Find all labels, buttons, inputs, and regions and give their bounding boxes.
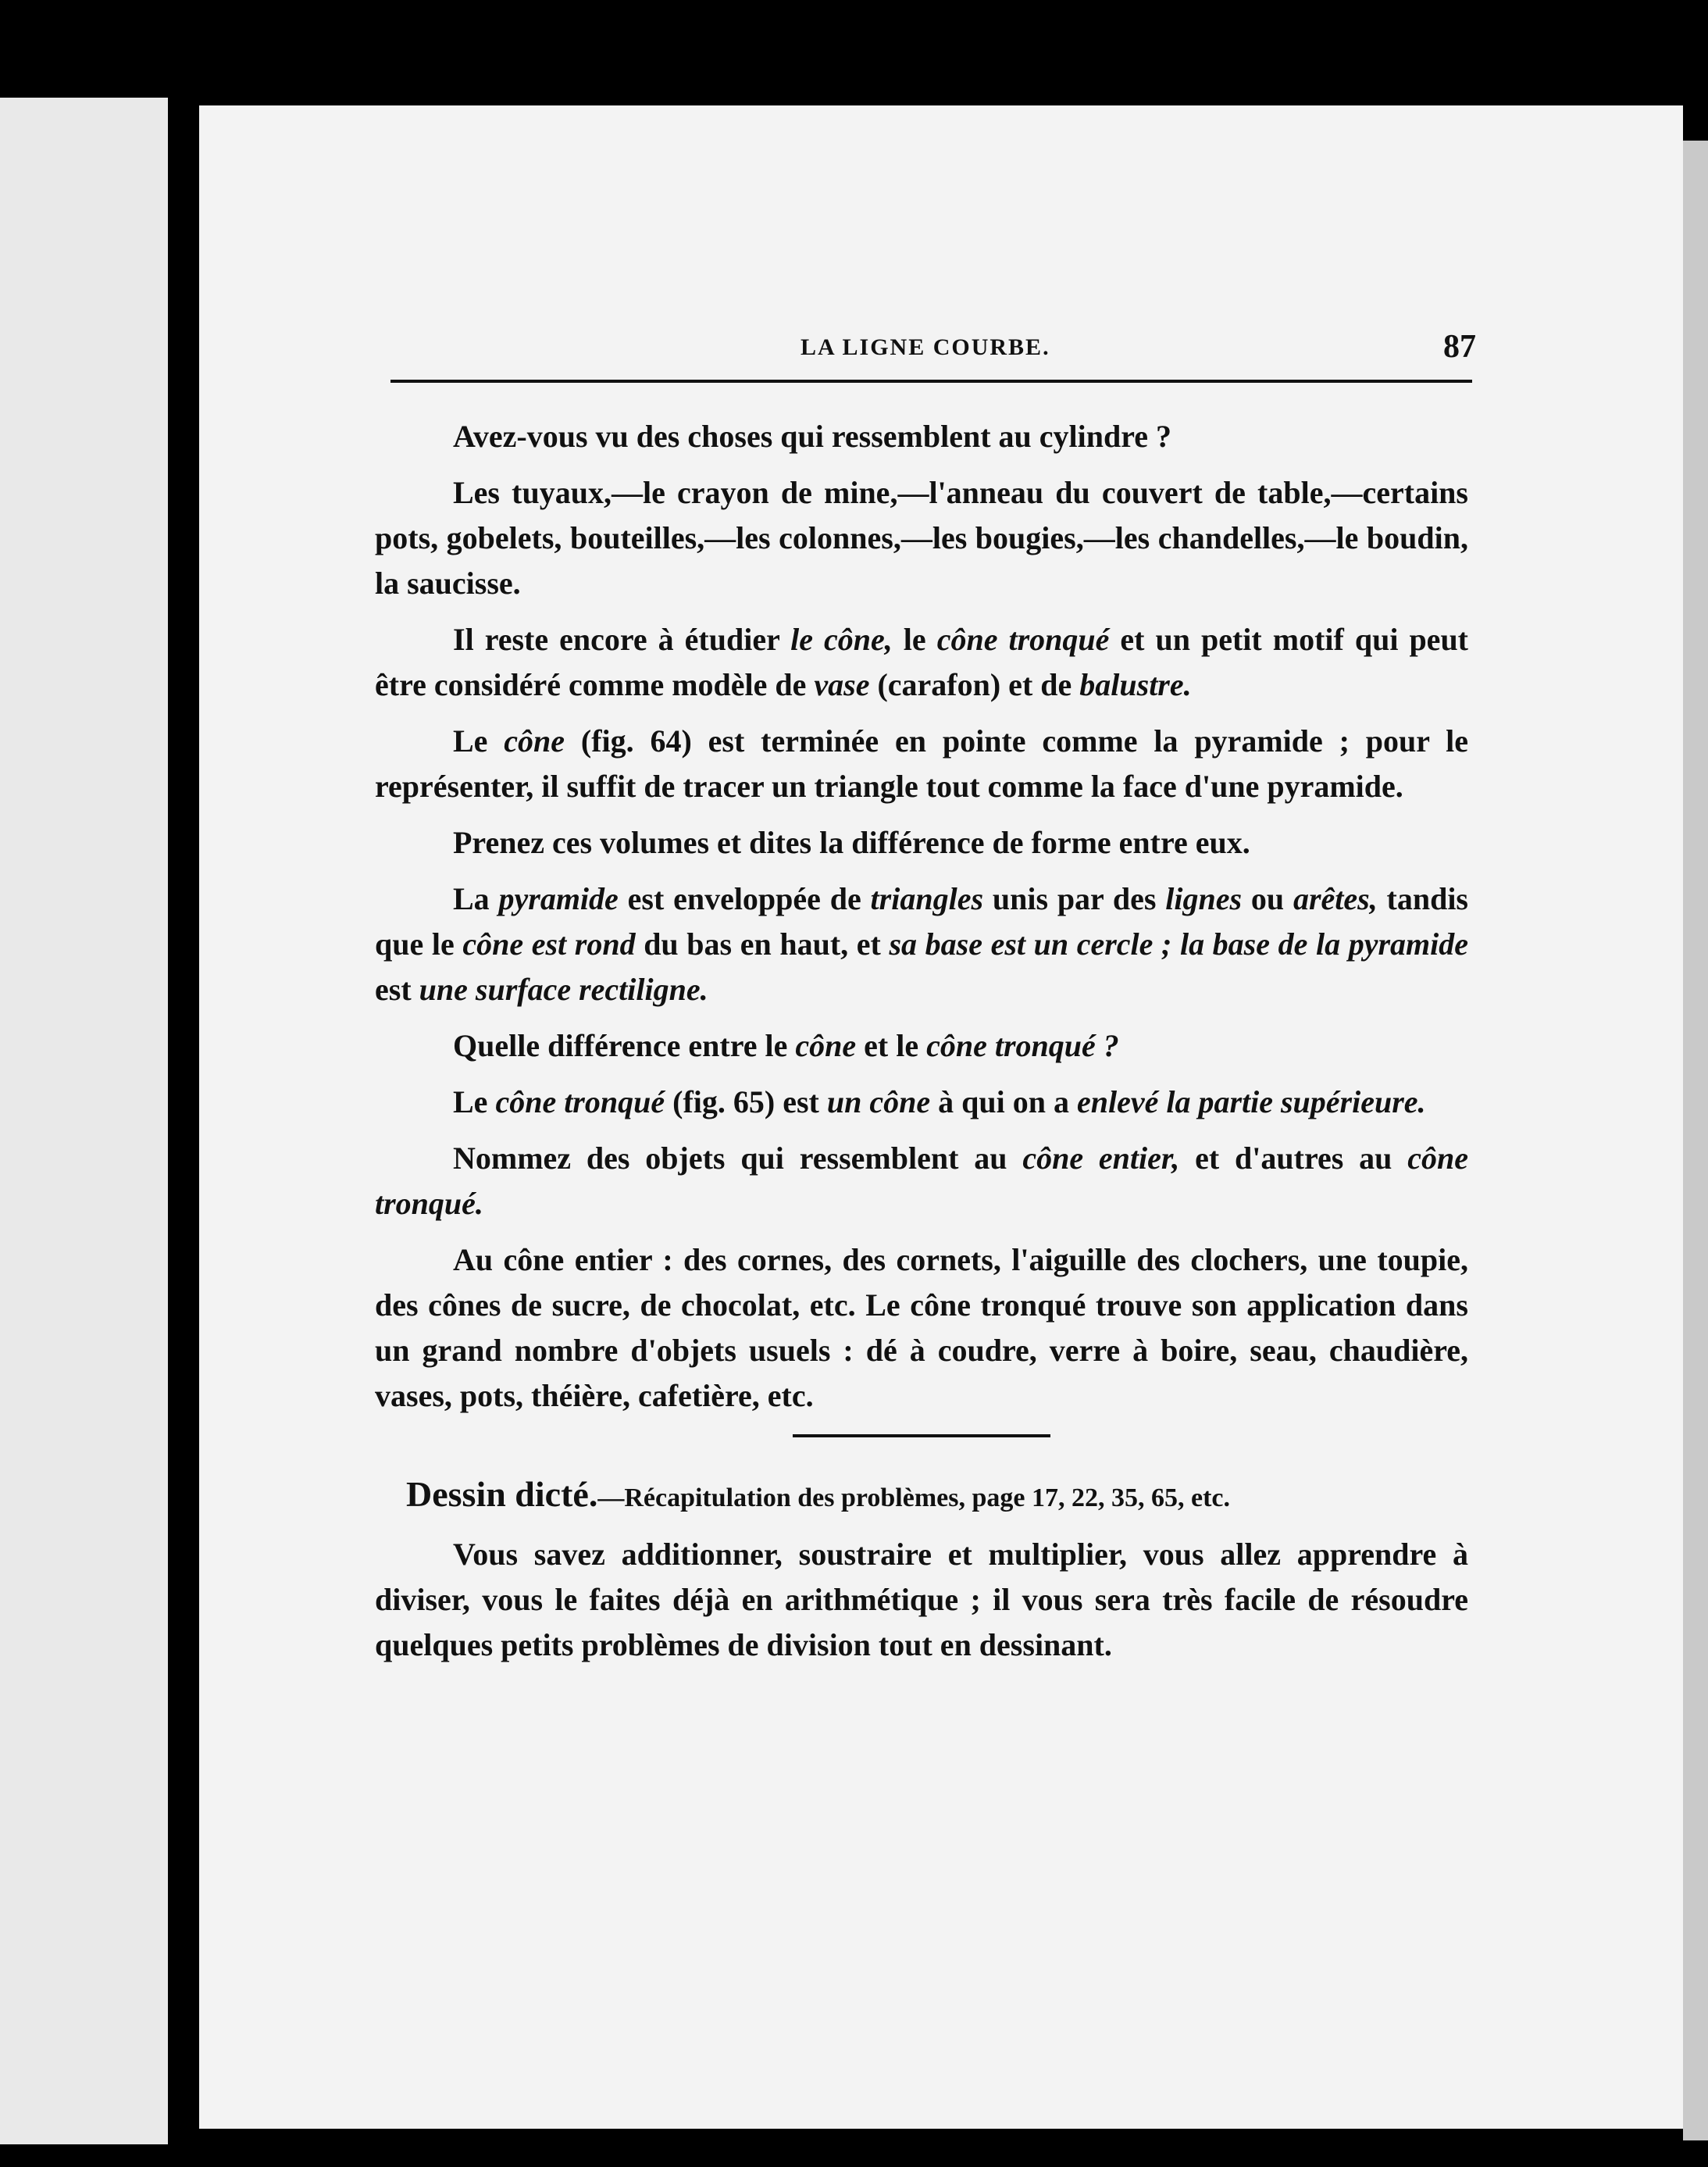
- paragraph-10: Au cône entier : des cornes, des cornets, l'aiguille des clochers, une toupie, des cônes de sucre, de chocolat, etc. Le cône tronqué trouve son application dans un grand nombre d'objets usuels : dé à coudre, verre à boire, seau, chaudière, vases, pots, théière, cafetière, etc.: [375, 1242, 1468, 1413]
- previous-page-edge: [0, 98, 168, 2144]
- page-number: 87: [1443, 329, 1476, 365]
- paragraph-9: Nommez des objets qui ressemblent au cône entier, et d'autres au cône tronqué.: [375, 1141, 1468, 1221]
- paragraph-4: Le cône (fig. 64) est terminée en pointe comme la pyramide ; pour le représenter, il suffit de tracer un triangle tout comme la face d'une pyramide.: [375, 723, 1468, 804]
- paragraph-8: Le cône tronqué (fig. 65) est un cône à qui on a enlevé la partie supérieure.: [453, 1084, 1426, 1119]
- page-header: [387, 328, 1476, 383]
- paragraph-6: La pyramide est enveloppée de triangles unis par des lignes ou arêtes, tandis que le cône est rond du bas en haut, et sa base est un cercle ; la base de la pyramide est une surface rectiligne.: [375, 881, 1469, 1007]
- header-rule: [390, 380, 1472, 383]
- paragraph-2: Les tuyaux,—le crayon de mine,—l'anneau du couvert de table,—certains pots, gobelets, bouteilles,—les colonnes,—les bougies,—les chandelles,—le boudin, la saucisse.: [375, 475, 1468, 601]
- section-separator: [793, 1434, 1050, 1437]
- dessin-heading: [375, 1472, 1468, 1521]
- dessin-subtitle: —Récapitulation des problèmes, page 17, 22, 35, 65, etc.: [597, 1483, 1230, 1512]
- next-page-edge: [1683, 141, 1708, 2140]
- paragraph-5: Prenez ces volumes et dites la différence de forme entre eux.: [453, 825, 1250, 860]
- dessin-body: Vous savez additionner, soustraire et multiplier, vous allez apprendre à diviser, vous le faites déjà en arithmétique ; il vous sera très facile de résoudre quelques petits problèmes de division tout en dessinant.: [375, 1537, 1468, 1662]
- dessin-title: Dessin dicté.: [406, 1474, 598, 1514]
- paragraph-3: Il reste encore à étudier le cône, le cône tronqué et un petit motif qui peut être considéré comme modèle de vase (carafon) et de balustre.: [375, 622, 1469, 702]
- running-title: LA LIGNE COURBE.: [801, 334, 1050, 360]
- paragraph-1: Avez-vous vu des choses qui ressemblent au cylindre ?: [453, 419, 1172, 454]
- paragraph-7: Quelle différence entre le cône et le cône tronqué ?: [453, 1028, 1119, 1063]
- page-body: [375, 414, 1468, 1679]
